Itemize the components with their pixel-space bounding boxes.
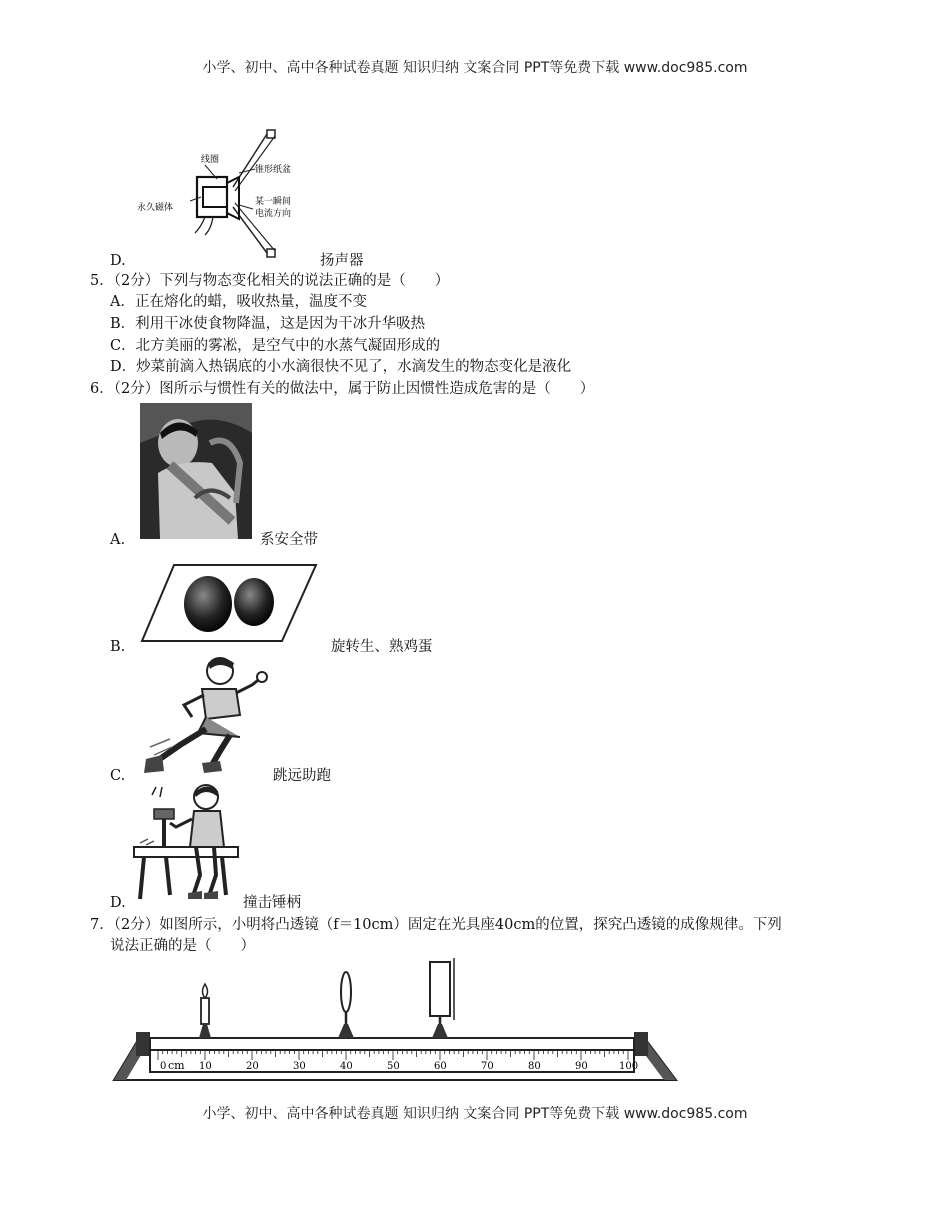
loudspeaker-figure bbox=[135, 125, 335, 265]
q6-option-d-caption: 撞击锤柄 bbox=[243, 895, 301, 911]
q6-option-c-caption: 跳远助跑 bbox=[273, 768, 331, 784]
q7-stem-line2: 说法正确的是（ ） bbox=[110, 938, 255, 954]
ruler-tick-label: 60 bbox=[434, 1061, 447, 1072]
spinning-eggs-figure bbox=[140, 562, 320, 644]
ruler-tick-label: 90 bbox=[575, 1061, 588, 1072]
ruler-tick-label: 70 bbox=[481, 1061, 494, 1072]
convex-lens bbox=[338, 972, 354, 1038]
q6-option-b-caption: 旋转生、熟鸡蛋 bbox=[331, 639, 433, 655]
page-header: 小学、初中、高中各种试卷真题 知识归纳 文案合同 PPT等免费下载 www.doc985.com bbox=[202, 60, 748, 76]
current-label-b: 电流方向 bbox=[255, 209, 292, 219]
cone-label: 锥形纸盆 bbox=[255, 165, 292, 175]
ruler-tick-label: 20 bbox=[246, 1061, 259, 1072]
q6-option-a-caption: 系安全带 bbox=[260, 532, 318, 548]
long-jump-runner-figure bbox=[140, 655, 270, 777]
q7-stem-line1: 7．（2分）如图所示，小明将凸透镜（f＝10cm）固定在光具座40cm的位置，探究凸透镜的成像规律。下列 bbox=[90, 917, 782, 933]
ruler-tick-label: 10 bbox=[199, 1061, 212, 1072]
q6-stem: 6．（2分）图所示与惯性有关的做法中，属于防止因惯性造成危害的是（ ） bbox=[90, 381, 595, 397]
ruler-tick-label: 100 bbox=[619, 1061, 639, 1072]
q4-option-d-caption: 扬声器 bbox=[320, 253, 364, 269]
magnet-label: 永久磁体 bbox=[137, 203, 174, 213]
q6-option-b-letter: B. bbox=[110, 639, 126, 655]
q5-option-b: B．利用干冰使食物降温，这是因为干冰升华吸热 bbox=[110, 316, 426, 332]
seatbelt-photo bbox=[140, 403, 252, 539]
ruler-tick-label: 30 bbox=[293, 1061, 306, 1072]
q4-option-d-letter: D. bbox=[110, 253, 126, 269]
coil-label: 线圈 bbox=[201, 155, 220, 165]
q6-option-d-letter: D. bbox=[110, 895, 126, 911]
q5-option-a: A．正在熔化的蜡，吸收热量，温度不变 bbox=[110, 294, 367, 310]
current-label-a: 某一瞬间 bbox=[255, 197, 292, 207]
q6-option-c-letter: C. bbox=[110, 768, 126, 784]
ruler-tick-label: 80 bbox=[528, 1061, 541, 1072]
q6-option-a-letter: A. bbox=[110, 532, 126, 548]
ruler-tick-label: 40 bbox=[340, 1061, 353, 1072]
q5-stem: 5．（2分）下列与物态变化相关的说法正确的是（ ） bbox=[90, 273, 450, 289]
ruler-unit: cm bbox=[168, 1059, 185, 1072]
hammer-handle-figure bbox=[130, 783, 240, 901]
page-footer: 小学、初中、高中各种试卷真题 知识归纳 文案合同 PPT等免费下载 www.doc985.com bbox=[202, 1106, 748, 1122]
light-screen bbox=[430, 958, 454, 1038]
q5-option-d: D．炒菜前滴入热锅底的小水滴很快不见了，水滴发生的物态变化是液化 bbox=[110, 359, 572, 375]
ruler-tick-label: 50 bbox=[387, 1061, 400, 1072]
candle bbox=[199, 984, 211, 1038]
q5-option-c: C．北方美丽的雾凇，是空气中的水蒸气凝固形成的 bbox=[110, 338, 441, 354]
optical-bench-figure bbox=[110, 958, 680, 1088]
ruler-tick-label: 0 bbox=[160, 1061, 167, 1072]
